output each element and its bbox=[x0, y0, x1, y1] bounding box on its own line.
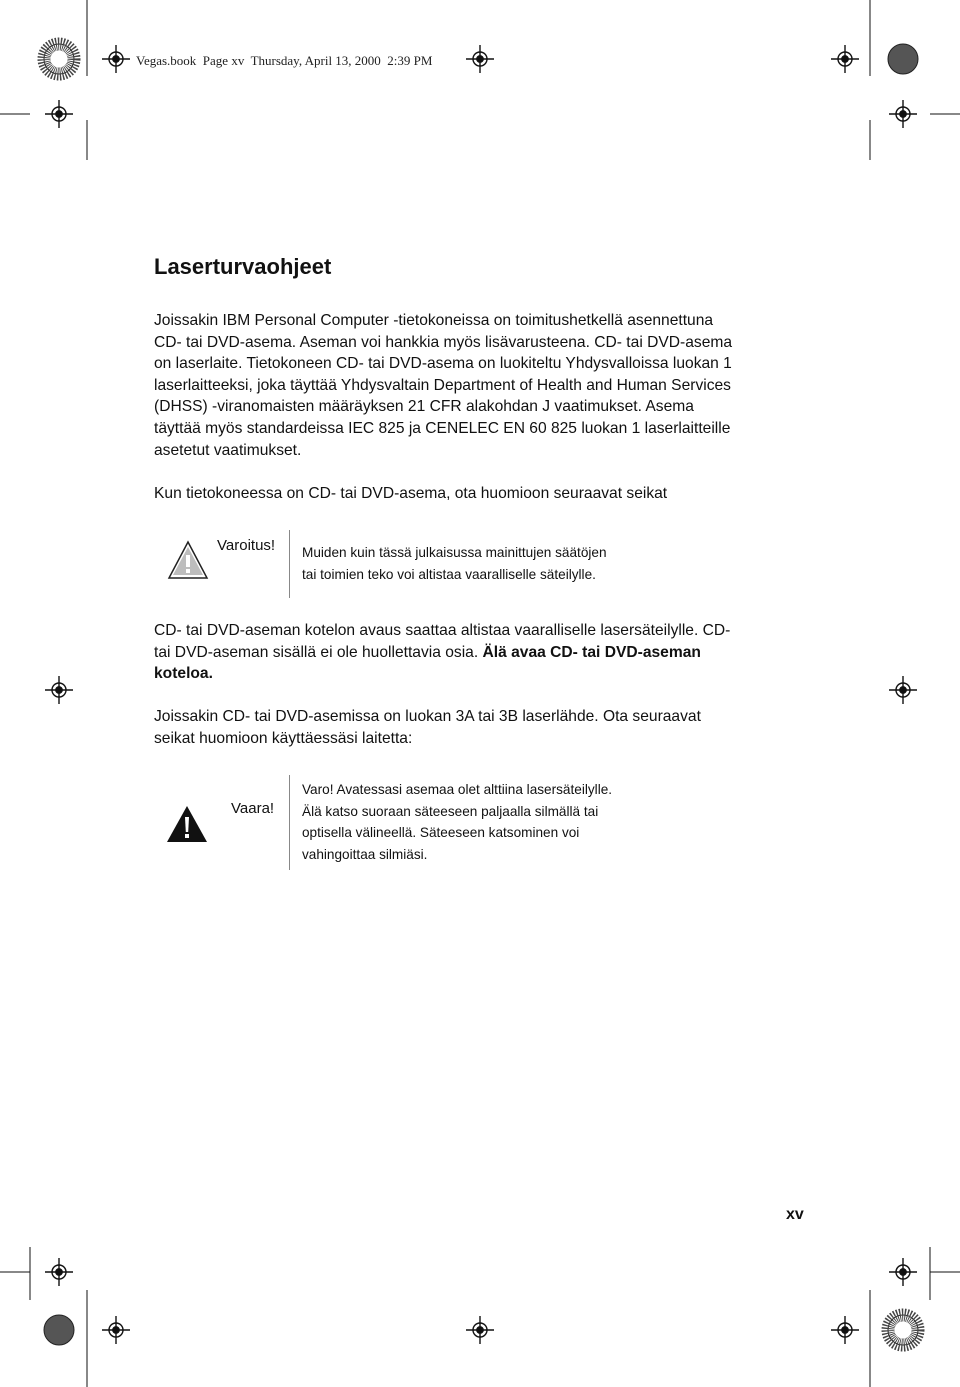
danger-text-line: vahingoittaa silmiäsi. bbox=[302, 846, 428, 862]
danger-label: Vaara! bbox=[231, 800, 275, 817]
intro-paragraph bbox=[154, 310, 814, 461]
caution-text-line: Muiden kuin tässä julkaisussa mainittujen säätöjen bbox=[302, 545, 607, 560]
caution-divider bbox=[289, 530, 290, 598]
book-header-info: Vegas.book Page xv Thursday, April 13, 2000 2:39 PM bbox=[136, 53, 433, 68]
housing-line: CD- tai DVD-aseman kotelon avaus saattaa altistaa vaaralliselle lasersäteilylle. CD- bbox=[154, 622, 731, 639]
danger-divider bbox=[289, 775, 290, 870]
danger-text-line: Älä katso suoraan säteeseen paljaalla silmällä tai bbox=[302, 803, 599, 819]
housing-text: tai DVD-aseman sisällä ei ole huollettavia osia. bbox=[154, 643, 483, 661]
page-number: xv bbox=[786, 1206, 804, 1223]
housing-line bbox=[154, 642, 814, 664]
danger-text bbox=[302, 779, 612, 865]
class3-paragraph bbox=[154, 706, 814, 749]
intro-line: täyttää myös standardeissa IEC 825 ja CENELEC EN 60 825 luokan 1 laserlaitteille bbox=[154, 419, 731, 437]
housing-warning-bold: Älä avaa CD- tai DVD-aseman bbox=[482, 643, 701, 661]
danger-triangle-icon bbox=[165, 804, 209, 844]
housing-warning-bold: koteloa. bbox=[154, 665, 213, 683]
intro-line: CD- tai DVD-asema. Aseman voi hankkia myös lisävarusteena. CD- tai DVD-asema bbox=[154, 333, 733, 351]
intro-line: on laserlaite. Tietokoneen CD- tai DVD-asema on luokiteltu Yhdysvalloissa luokan 1 bbox=[154, 355, 732, 373]
danger-text-line: optisella välineellä. Säteeseen katsominen voi bbox=[302, 825, 580, 840]
lead-in-paragraph: Kun tietokoneessa on CD- tai DVD-asema, ota huomioon seuraavat seikat bbox=[154, 485, 668, 502]
class3-line: Joissakin CD- tai DVD-asemissa on luokan 3A tai 3B laserlähde. Ota seuraavat bbox=[154, 708, 701, 725]
sunburst-mark-bottom-right bbox=[888, 1315, 918, 1345]
registration-marks bbox=[45, 45, 917, 1344]
danger-text-line: Varo! Avatessasi asemaa olet alttiina lasersäteilylle. bbox=[302, 782, 613, 797]
housing-paragraph bbox=[154, 620, 814, 685]
housing-line bbox=[154, 663, 814, 685]
caution-triangle-icon bbox=[167, 540, 209, 580]
caution-text-line: tai toimien teko voi altistaa vaaralliselle säteilylle. bbox=[302, 566, 596, 582]
intro-line: asetetut vaatimukset. bbox=[154, 441, 302, 459]
solid-circle-top-right bbox=[888, 44, 918, 74]
caution-text bbox=[302, 542, 607, 585]
caution-label: Varoitus! bbox=[217, 537, 276, 554]
intro-line: (DHSS) -viranomaisten määräyksen 21 CFR alakohdan J vaatimukset. Asema bbox=[154, 398, 694, 416]
class3-line: seikat huomioon käyttäessäsi laitetta: bbox=[154, 729, 413, 747]
intro-line: laserlaitteeksi, joka täyttää Yhdysvaltain Department of Health and Human Services bbox=[154, 376, 731, 394]
solid-circle-bottom-left bbox=[44, 1315, 74, 1345]
page-title: Laserturvaohjeet bbox=[154, 254, 332, 279]
intro-line: Joissakin IBM Personal Computer -tietokoneissa on toimitushetkellä asennettuna bbox=[154, 312, 714, 329]
sunburst-mark-top-left bbox=[44, 44, 74, 74]
